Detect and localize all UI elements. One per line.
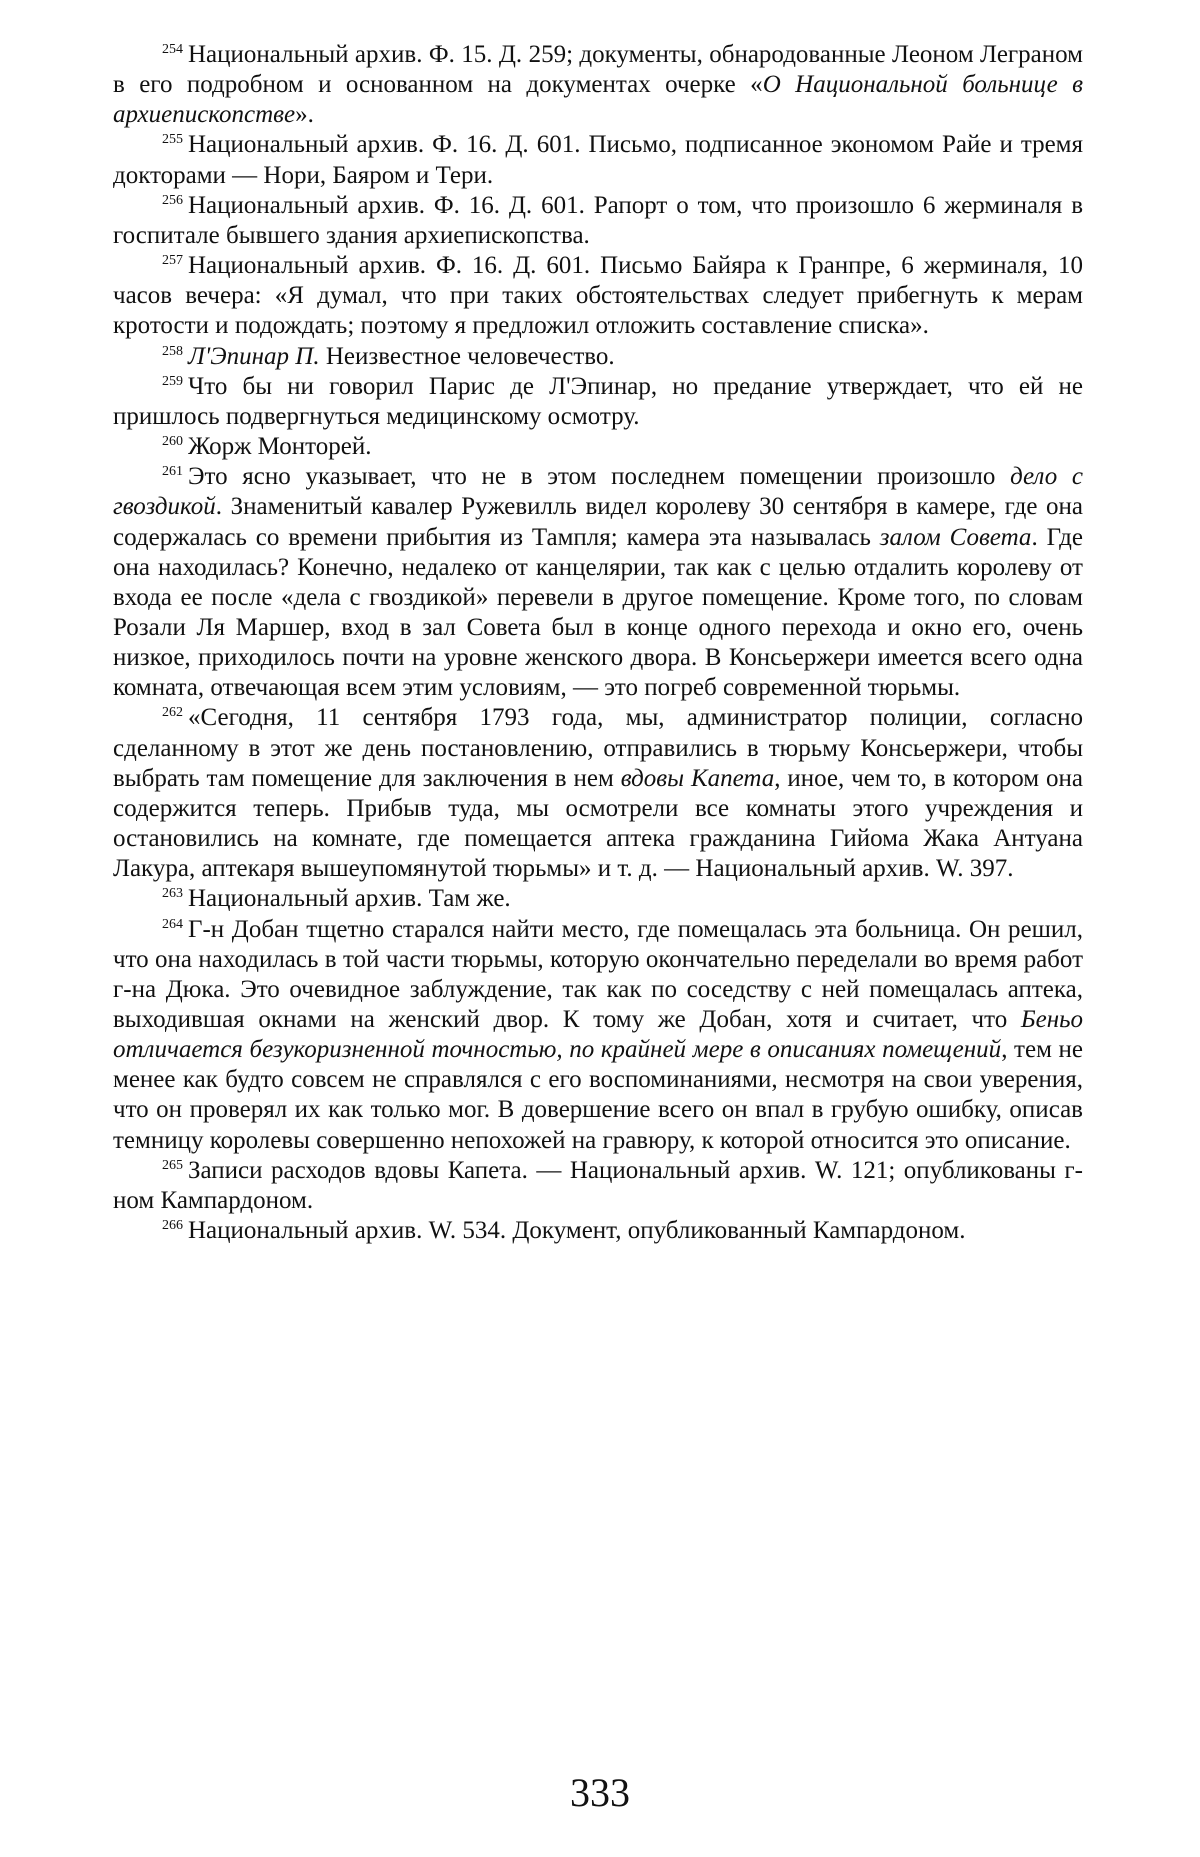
page-number: 333 — [570, 1770, 630, 1815]
footnote-text: Национальный архив. Ф. 15. Д. 259; документы, обнародованные Леоном Леграном в его подробном и основанном на документах очерке « — [113, 41, 1083, 99]
footnote-number: 254 — [162, 42, 183, 57]
footnote-text: Национальный архив. Ф. 16. Д. 601. Письмо, подписанное экономом Райе и тремя докторами — Нори, Баяром и Тери. — [113, 131, 1083, 189]
footnote-text: «Сегодня, 11 сентября 1793 года, мы, администратор полиции, согласно сделанному в этот же день постановлению, отправились в тюрьму Консьержери, чтобы выбрать там помещение для заключения в нем — [113, 704, 1083, 792]
footnote-number: 256 — [162, 192, 183, 208]
footnote-text: Национальный архив. Там же. — [188, 885, 511, 913]
footnote-text: Национальный архив. Ф. 16. Д. 601. Рапорт о том, что произошло 6 жерминаля в госпитале бывшего здания архиепископства. — [113, 191, 1083, 249]
footnote-text: . Где она находилась? Конечно, недалеко от канцелярии, так как с целью отдалить королеву от входа ее после «дела с гвоздикой» перевели в другое помещение. Кроме того, по словам Розали Ля Маршер, вход в зал Совета был в конце одного перехода и окно его, очень низкое, приходилось почти на уровне женского двора. В Консьержери имеется всего одна комната, отвечающая всем этим условиям, — это погреб современной тюрьмы. — [113, 523, 1083, 702]
footnote-text: Неизвестное человечество. — [319, 342, 615, 370]
footnote-number: 255 — [162, 132, 183, 148]
footnote-italic-text: вдовы Капета — [620, 764, 775, 792]
footnote-text: Записи расходов вдовы Капета. — Национальный архив. W. 121; опубликованы г-ном Кампардоном. — [113, 1156, 1083, 1214]
footnote-text: ». — [295, 101, 314, 129]
footnotes-column — [113, 40, 1083, 1246]
footnote-text: Это ясно указывает, что не в этом последнем помещении произошло — [188, 463, 1011, 491]
footnote-number: 262 — [162, 705, 183, 721]
footnote-text: , иное, чем то, в котором она содержится теперь. Прибыв туда, мы осмотрели все комнаты этого учреждения и остановились на комнате, где помещается аптека гражданина Гийома Жака Антуана Лакура, аптекаря вышеупомянутой тюрьмы» и т. д. — Национальный архив. W. 397. — [113, 764, 1083, 883]
footnote-257 — [113, 251, 1083, 341]
footnote-261 — [113, 462, 1083, 703]
footnote-italic-text: Л'Эпинар П. — [188, 342, 320, 370]
footnote-text: . Знаменитый кавалер Ружевилль видел королеву 30 сентября в камере, где она содержалась со времени прибытия из Тампля; камера эта называлась — [113, 493, 1083, 551]
footnote-italic-text: дело с гвоздикой — [113, 463, 1084, 521]
footnote-text: Что бы ни говорил Парис де Л'Эпинар, но предание утверждает, что ей не пришлось подвергнуться медицинскому осмотру. — [113, 372, 1083, 430]
footnote-264 — [113, 915, 1083, 1156]
footnote-263 — [113, 884, 1083, 914]
footnote-text: Жорж Монторей. — [188, 433, 372, 461]
footnote-italic-text: О Национальной больнице в архиепископстве — [113, 71, 1083, 129]
footnote-254 — [113, 40, 1083, 130]
footnote-255 — [113, 130, 1083, 190]
footnote-number: 257 — [162, 253, 183, 269]
footnote-266 — [113, 1216, 1083, 1246]
footnote-number: 259 — [162, 373, 183, 389]
footnote-number: 263 — [162, 886, 183, 902]
footnote-259 — [113, 372, 1083, 432]
footnote-number: 265 — [162, 1157, 183, 1173]
footnote-text: Национальный архив. W. 534. Документ, опубликованный Кампардоном. — [188, 1217, 966, 1245]
footnote-262 — [113, 703, 1083, 884]
footnote-italic-text: Беньо отличается безукоризненной точностью, по крайней мере в описаниях помещений — [113, 1006, 1083, 1064]
footnote-text: Национальный архив. Ф. 16. Д. 601. Письмо Байяра к Гранпре, 6 жерминаля, 10 часов вечера: «Я думал, что при таких обстоятельствах следует прибегнуть к мерам кротости и подождать; поэтому я предложил отложить составление списка». — [113, 252, 1083, 340]
footnote-number: 260 — [162, 434, 183, 450]
footnote-number: 261 — [162, 464, 183, 480]
footnote-italic-text: залом Совета — [879, 523, 1032, 551]
footnote-text: Г-н Добан тщетно старался найти место, где помещалась эта больница. Он решил, что она находилась в той части тюрьмы, которую окончательно переделали во время работ г-на Дюка. Это очевидное заблуждение, так как по соседству с ней помещалась аптека, выходившая окнами на женский двор. К тому же Добан, хотя и считает, что — [113, 915, 1083, 1033]
footnote-260 — [113, 432, 1083, 462]
footnote-256 — [113, 191, 1083, 251]
footnote-number: 266 — [162, 1218, 183, 1234]
footnote-number: 264 — [162, 916, 183, 932]
footnote-number: 258 — [162, 343, 183, 359]
footnote-265 — [113, 1156, 1083, 1216]
footnote-258 — [113, 342, 1083, 372]
footnote-text: , тем не менее как будто совсем не справлялся с его воспоминаниями, несмотря на свои уверения, что он проверял их как только мог. В довершение всего он впал в грубую ошибку, описав темницу королевы совершенно непохожей на гравюру, к которой относится это описание. — [113, 1036, 1083, 1154]
